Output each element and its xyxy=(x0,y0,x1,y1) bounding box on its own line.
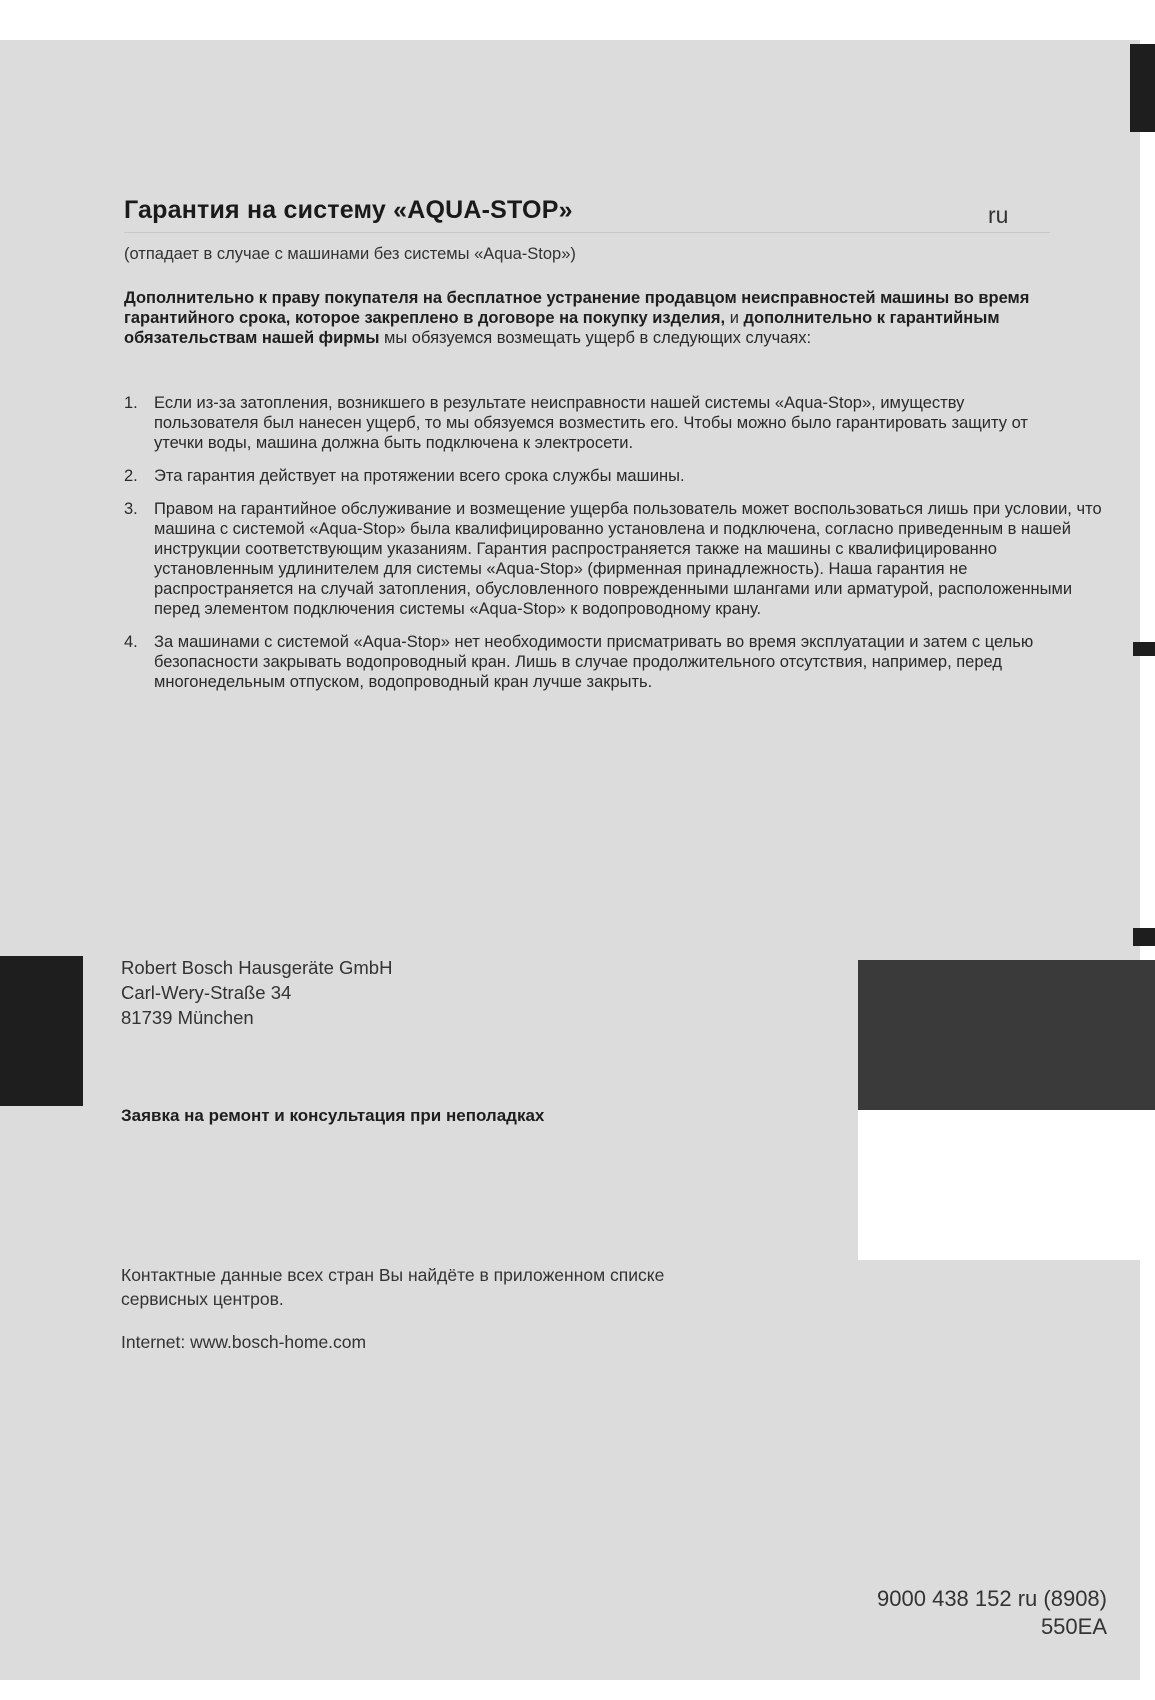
title-divider xyxy=(124,232,1050,233)
list-number: 3. xyxy=(124,500,138,518)
company-name: Robert Bosch Hausgeräte GmbH xyxy=(121,957,393,978)
intro-connector: и xyxy=(729,309,739,327)
contacts-text: Контактные данные всех стран Вы найдёте в приложенном списке сервисных центров. xyxy=(121,1265,665,1309)
edge-mark-mid-right xyxy=(1133,642,1155,656)
company-street: Carl-Wery-Straße 34 xyxy=(121,982,292,1003)
language-code: ru xyxy=(988,202,1009,228)
white-block-right xyxy=(858,1110,1140,1260)
edge-mark-lower-right xyxy=(1133,928,1155,946)
conditions-list xyxy=(124,393,1104,705)
list-text: За машинами с системой «Aqua-Stop» нет необходимости присматривать во время эксплуатации и затем с целью безопасности закрывать водопроводный кран. Лишь в случае продолжительного отсутствия, например, перед многонедельным отпуском, водопроводный кран лучше закрыть. xyxy=(154,633,1034,691)
intro-normal: мы обязуемся возмещать ущерб в следующих случаях: xyxy=(384,329,812,347)
intro-paragraph xyxy=(124,288,1044,348)
intro-bold-1: Дополнительно к праву покупателя на бесплатное устранение продавцом неисправностей машины во время гарантийного срока, которое закреплено в договоре на покупку изделия, xyxy=(124,289,1030,327)
dark-block-right xyxy=(858,960,1155,1110)
list-text: Правом на гарантийное обслуживание и возмещение ущерба пользователь может воспользоваться лишь при условии, что машина с системой «Aqua-Stop» была квалифицированно установлена и подключена, согласно приведенным в нашей инструкции соответствующим указаниям. Гарантия распространяется также на машины с квалифицированно установленным удлинителем для системы «Aqua-Stop» (фирменная принадлежность). Наша гарантия не распространяется на случай затопления, обусловленного поврежденными шлангами или арматурой, расположенными перед элементом подключения системы «Aqua-Stop» к водопроводному крану. xyxy=(154,500,1102,618)
subtitle: (отпадает в случае с машинами без системы «Aqua-Stop») xyxy=(124,245,576,263)
list-item xyxy=(124,466,1104,486)
company-address xyxy=(121,955,392,1030)
repair-heading: Заявка на ремонт и консультация при неполадках xyxy=(121,1106,545,1125)
edge-mark-left xyxy=(0,956,83,1106)
list-item xyxy=(124,393,1104,453)
list-text: Эта гарантия действует на протяжении всего срока службы машины. xyxy=(154,467,685,485)
document-number-line-1: 9000 438 152 ru (8908) xyxy=(877,1586,1107,1611)
list-item xyxy=(124,499,1104,619)
document-page xyxy=(0,40,1140,1680)
list-text: Если из-за затопления, возникшего в результате неисправности нашей системы «Aqua-Stop», имуществу пользователя был нанесен ущерб, то мы обязуемся возместить его. Чтобы можно было гарантировать защиту от утечки воды, машина должна быть подключена к электросети. xyxy=(154,394,1028,452)
internet-link[interactable]: Internet: www.bosch-home.com xyxy=(121,1332,367,1352)
intro-bold-2: дополнительно к гарантийным обязательствам нашей фирмы xyxy=(124,309,1000,347)
document-number xyxy=(877,1585,1107,1641)
company-city: 81739 München xyxy=(121,1007,254,1028)
edge-mark-top-right xyxy=(1130,44,1155,132)
list-number: 1. xyxy=(124,394,138,412)
document-number-line-2: 550EA xyxy=(1040,1614,1107,1639)
list-number: 2. xyxy=(124,467,138,485)
page-title: Гарантия на систему «AQUA-STOP» xyxy=(124,196,573,224)
list-item xyxy=(124,632,1104,692)
list-number: 4. xyxy=(124,633,138,651)
